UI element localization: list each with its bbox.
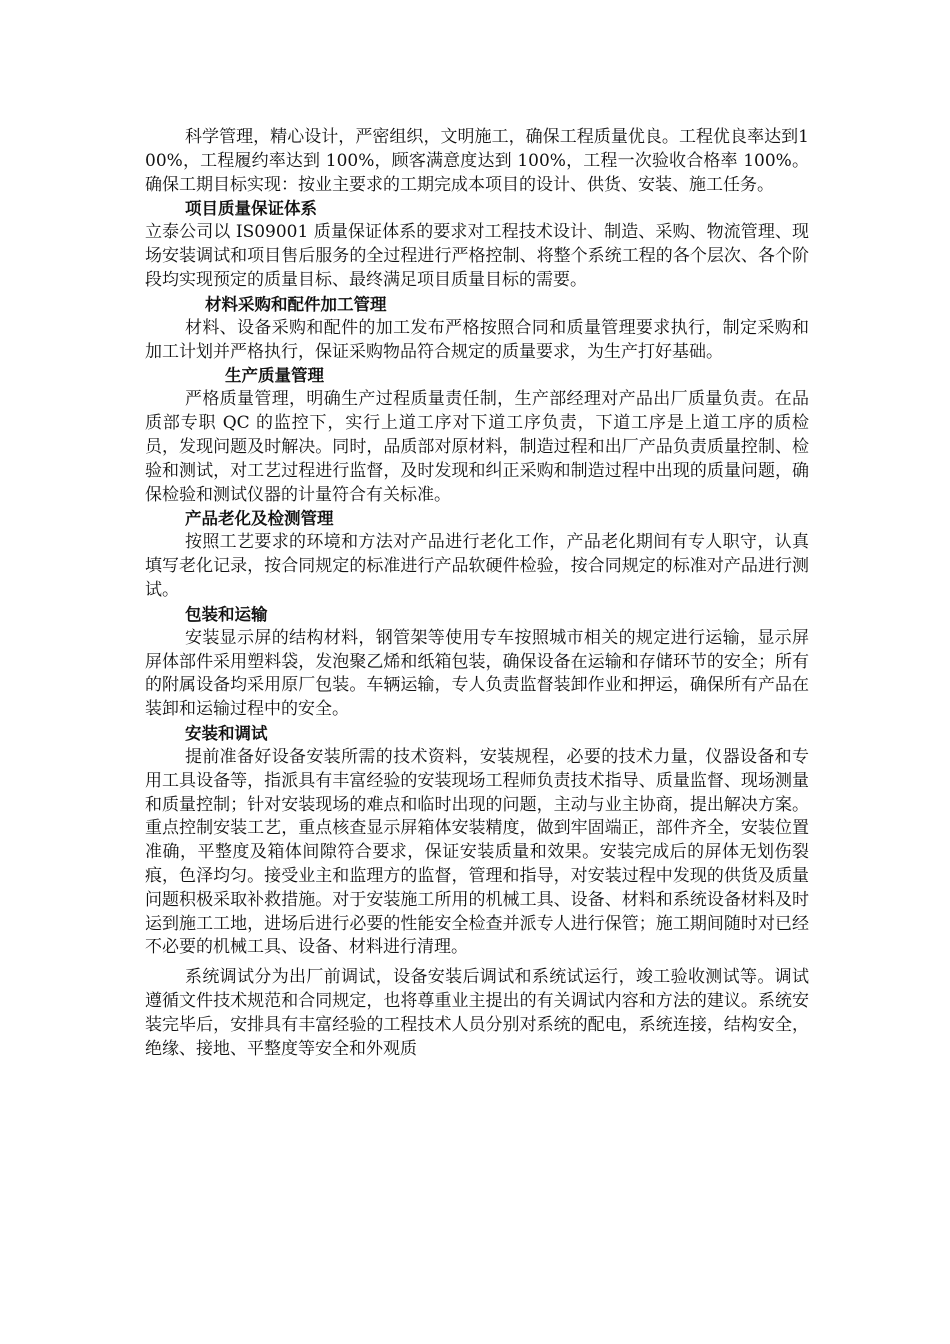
heading-production: 生产质量管理 (225, 366, 324, 386)
document-page (145, 126, 809, 1061)
heading-procurement: 材料采购和配件加工管理 (205, 294, 387, 314)
heading-quality-system: 项目质量保证体系 (185, 199, 317, 219)
production-paragraph: 严格质量管理，明确生产过程质量责任制，生产部经理对产品出厂质量负责。在品质部专职 QC 的监控下，实行上道工序对下道工序负责，下道工序是上道工序的质检员，发现问题及时解决。同时，品质部对原材料，制造过程和出厂产品负责质量控制、检验和测试，对工艺过程进行监督，及时发现和纠正采购和制造过程中出现的质量问题，确保检验和测试仪器的计量符合有关标准。 (145, 389, 809, 505)
heading-install: 安装和调试 (185, 723, 268, 743)
heading-aging: 产品老化及检测管理 (185, 509, 334, 529)
packaging-paragraph: 安装显示屏的结构材料，钢管架等使用专车按照城市相关的规定进行运输，显示屏屏体部件采用塑料袋，发泡聚乙烯和纸箱包装，确保设备在运输和存储环节的安全；所有的附属设备均采用原厂包装。车辆运输，专人负责监督装卸作业和押运，确保所有产品在装卸和运输过程中的安全。 (145, 627, 809, 720)
intro-paragraph: 科学管理，精心设计，严密组织，文明施工，确保工程质量优良。工程优良率达到100%，工程履约率达到 100%，顾客满意度达到 100%，工程一次验收合格率 100%。确保工期目标实现：按业主要求的工期完成本项目的设计、供货、安装、施工任务。 (145, 127, 809, 195)
procurement-paragraph: 材料、设备采购和配件的加工发布严格按照合同和质量管理要求执行，制定采购和加工计划并严格执行，保证采购物品符合规定的质量要求，为生产打好基础。 (145, 317, 809, 362)
debug-paragraph: 系统调试分为出厂前调试，设备安装后调试和系统试运行，竣工验收测试等。调试遵循文件技术规范和合同规定，也将尊重业主提出的有关调试内容和方法的建议。系统安装完毕后，安排具有丰富经验的工程技术人员分别对系统的配电，系统连接，结构安全，绝缘、接地、平整度等安全和外观质 (145, 967, 809, 1059)
heading-packaging: 包装和运输 (185, 604, 268, 624)
aging-paragraph: 按照工艺要求的环境和方法对产品进行老化工作，产品老化期间有专人职守，认真填写老化记录，按合同规定的标准进行产品软硬件检验，按合同规定的标准对产品进行测试。 (145, 532, 809, 600)
quality-system-paragraph: 立泰公司以 IS09001 质量保证体系的要求对工程技术设计、制造、采购、物流管理、现场安装调试和项目售后服务的全过程进行严格控制、将整个系统工程的各个层次、各个阶段均实现预定的质量目标、最终满足项目质量目标的需要。 (145, 222, 809, 290)
install-paragraph: 提前准备好设备安装所需的技术资料，安装规程，必要的技术力量，仪器设备和专用工具设备等，指派具有丰富经验的安装现场工程师负责技术指导、质量监督、现场测量和质量控制；针对安装现场的难点和临时出现的问题，主动与业主协商，提出解决方案。重点控制安装工艺，重点核查显示屏箱体安装精度，做到牢固端正，部件齐全，安装位置准确，平整度及箱体间隙符合要求，保证安装质量和效果。安装完成后的屏体无划伤裂痕，色泽均匀。接受业主和监理方的监督，管理和指导，对安装过程中发现的供货及质量问题积极采取补救措施。对于安装施工所用的机械工具、设备、材料和系统设备材料及时运到施工工地，进场后进行必要的性能安全检查并派专人进行保管；施工期间随时对已经不必要的机械工具、设备、材料进行清理。 (145, 746, 809, 958)
